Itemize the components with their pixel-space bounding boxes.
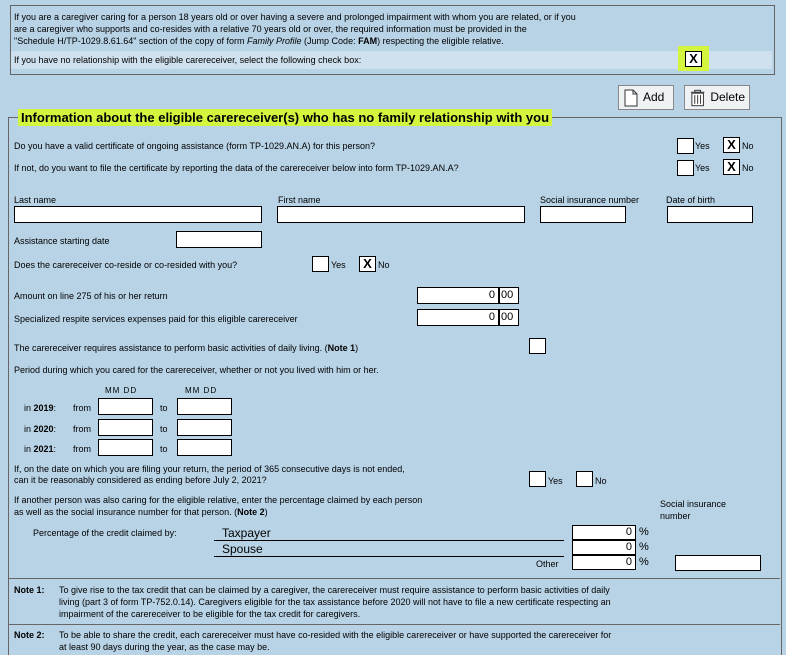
year-2020-to-input[interactable] [177, 419, 232, 436]
q-365-yes-checkbox[interactable] [529, 471, 546, 487]
q-certificate-yes-checkbox[interactable] [677, 138, 694, 154]
spouse-rule [214, 556, 564, 557]
q-coreside-no-label: No [378, 260, 390, 270]
amount-line275-input[interactable]: 0 [417, 287, 499, 304]
note-1-line-1: To give rise to the tax credit that can be claimed by a caregiver, the carereceiver must require assistance to perform basic activities of daily [59, 585, 610, 595]
intro-line-1: If you are a caregiver caring for a person 18 years old or over having a severe and prolonged impairment with whom you are related, or if you [14, 12, 576, 22]
note-1-line-2: living (part 3 of form TP-752.0.14). Caregivers eligible for the tax assistance before 2020 will not have to file a new certificate respecting an [59, 597, 611, 607]
share-line-2: as well as the social insurance number for that person. (Note 2) [14, 507, 268, 517]
q-certificate-no-checkbox[interactable]: X [723, 137, 740, 153]
year-2020-from-label: from [73, 424, 91, 434]
spouse-label: Spouse [222, 542, 263, 556]
last-name-label: Last name [14, 195, 57, 205]
q-365-line-2: can it be reasonably considered as ending before July 2, 2021? [14, 475, 267, 485]
sin-header-line-2: number [660, 511, 691, 521]
pct-taxpayer-input[interactable]: 0 [572, 525, 636, 540]
year-2020-to-label: to [160, 424, 168, 434]
q-coreside-no-checkbox[interactable]: X [359, 256, 376, 272]
pct-spouse-sign: % [639, 541, 649, 553]
pct-other-input[interactable]: 0 [572, 555, 636, 570]
sin-header-line-1: Social insurance [660, 499, 727, 509]
q-file-cert-no-label: No [742, 163, 754, 173]
add-document-icon [623, 89, 639, 107]
intro-line-3: "Schedule H/TP-1029.8.61.64" section of the copy of form Family Profile (Jump Code: FAM) respecting the eligible relative. [14, 36, 504, 46]
sin-label: Social insurance number [540, 195, 640, 205]
year-2019-from-input[interactable] [98, 398, 153, 415]
dob-label: Date of birth [666, 195, 716, 205]
other-label: Other [536, 559, 559, 569]
share-line-1: If another person was also caring for the eligible relative, enter the percentage claimed by each person [14, 495, 423, 505]
q-certificate-yes-label: Yes [695, 141, 710, 151]
q-365-yes-label: Yes [548, 476, 563, 486]
note-1-line-3: impairment of the carereceiver to be eligible for the tax credit for caregivers. [59, 609, 361, 619]
q-certificate-label: Do you have a valid certificate of ongoing assistance (form TP-1029.AN.A) for this person? [14, 141, 376, 151]
taxpayer-rule [214, 540, 564, 541]
first-name-label: First name [278, 195, 321, 205]
no-relationship-label: If you have no relationship with the eligible carereceiver, select the following check box: [14, 55, 362, 65]
q-365-no-checkbox[interactable] [576, 471, 593, 487]
last-name-input[interactable] [14, 206, 262, 223]
intro-line-2: are a caregiver who supports and co-resides with a relative 70 years old or over, the required information must be provided in the [14, 24, 527, 34]
assistance-start-input[interactable] [176, 231, 262, 248]
other-sin-input[interactable] [675, 555, 761, 571]
note-2-line-2: at least 90 days during the year, as the case may be. [59, 642, 270, 652]
q-coreside-label: Does the carereceiver co-reside or co-resided with you? [14, 260, 238, 270]
q-file-cert-no-checkbox[interactable]: X [723, 159, 740, 175]
sin-input[interactable] [540, 206, 626, 223]
q-file-cert-yes-checkbox[interactable] [677, 160, 694, 176]
add-button[interactable] [618, 85, 674, 110]
amount-line275-label: Amount on line 275 of his or her return [14, 291, 168, 301]
note-2-label: Note 2: [14, 630, 45, 640]
pct-spouse-input[interactable]: 0 [572, 540, 636, 555]
notes-divider [8, 578, 780, 579]
year-2021-label: in 2021: [24, 444, 57, 454]
note-2-line-1: To be able to share the credit, each carereceiver must have co-resided with the eligible carereceiver or have supported the carereceiver for [59, 630, 612, 640]
first-name-input[interactable] [277, 206, 525, 223]
q-365-line-1: If, on the date on which you are filing your return, the period of 365 consecutive days is not ended, [14, 464, 405, 474]
q-coreside-yes-checkbox[interactable] [312, 256, 329, 272]
respite-input[interactable]: 0 [417, 309, 499, 326]
year-2021-from-label: from [73, 444, 91, 454]
year-2019-from-label: from [73, 403, 91, 413]
q-coreside-yes-label: Yes [331, 260, 346, 270]
year-2021-to-label: to [160, 444, 168, 454]
year-2020-from-input[interactable] [98, 419, 153, 436]
trash-icon [689, 89, 706, 107]
year-2019-to-input[interactable] [177, 398, 232, 415]
year-2020-label: in 2020: [24, 424, 57, 434]
period-label: Period during which you cared for the carereceiver, whether or not you lived with him or her. [14, 365, 379, 375]
mmdd-from-header: MM DD [105, 386, 138, 395]
basic-activities-checkbox[interactable] [529, 338, 546, 354]
year-2019-to-label: to [160, 403, 168, 413]
mmdd-to-header: MM DD [185, 386, 218, 395]
dob-input[interactable] [667, 206, 753, 223]
respite-cents[interactable]: 00 [499, 309, 519, 326]
q-certificate-no-label: No [742, 141, 754, 151]
add-button-label: Add [643, 90, 665, 104]
no-relationship-checkbox[interactable]: X [685, 51, 702, 67]
basic-activities-label: The carereceiver requires assistance to perform basic activities of daily living. (Note 1) [14, 343, 359, 353]
taxpayer-label: Taxpayer [222, 526, 271, 540]
note-1-label: Note 1: [14, 585, 45, 595]
notes-divider-2 [8, 624, 780, 625]
pct-label: Percentage of the credit claimed by: [33, 528, 177, 538]
amount-line275-cents[interactable]: 00 [499, 287, 519, 304]
q-file-cert-yes-label: Yes [695, 163, 710, 173]
pct-other-sign: % [639, 556, 649, 568]
year-2021-from-input[interactable] [98, 439, 153, 456]
delete-button[interactable] [684, 85, 750, 110]
delete-button-label: Delete [710, 90, 745, 104]
respite-label: Specialized respite services expenses paid for this eligible carereceiver [14, 314, 298, 324]
assistance-start-label: Assistance starting date [14, 236, 110, 246]
pct-taxpayer-sign: % [639, 526, 649, 538]
section-title: Information about the eligible carereceiver(s) who has no family relationship with you [18, 109, 552, 126]
year-2019-label: in 2019: [24, 403, 57, 413]
q-file-cert-label: If not, do you want to file the certificate by reporting the data of the carereceiver below into form TP-1029.AN.A? [14, 163, 459, 173]
q-365-no-label: No [595, 476, 607, 486]
year-2021-to-input[interactable] [177, 439, 232, 456]
